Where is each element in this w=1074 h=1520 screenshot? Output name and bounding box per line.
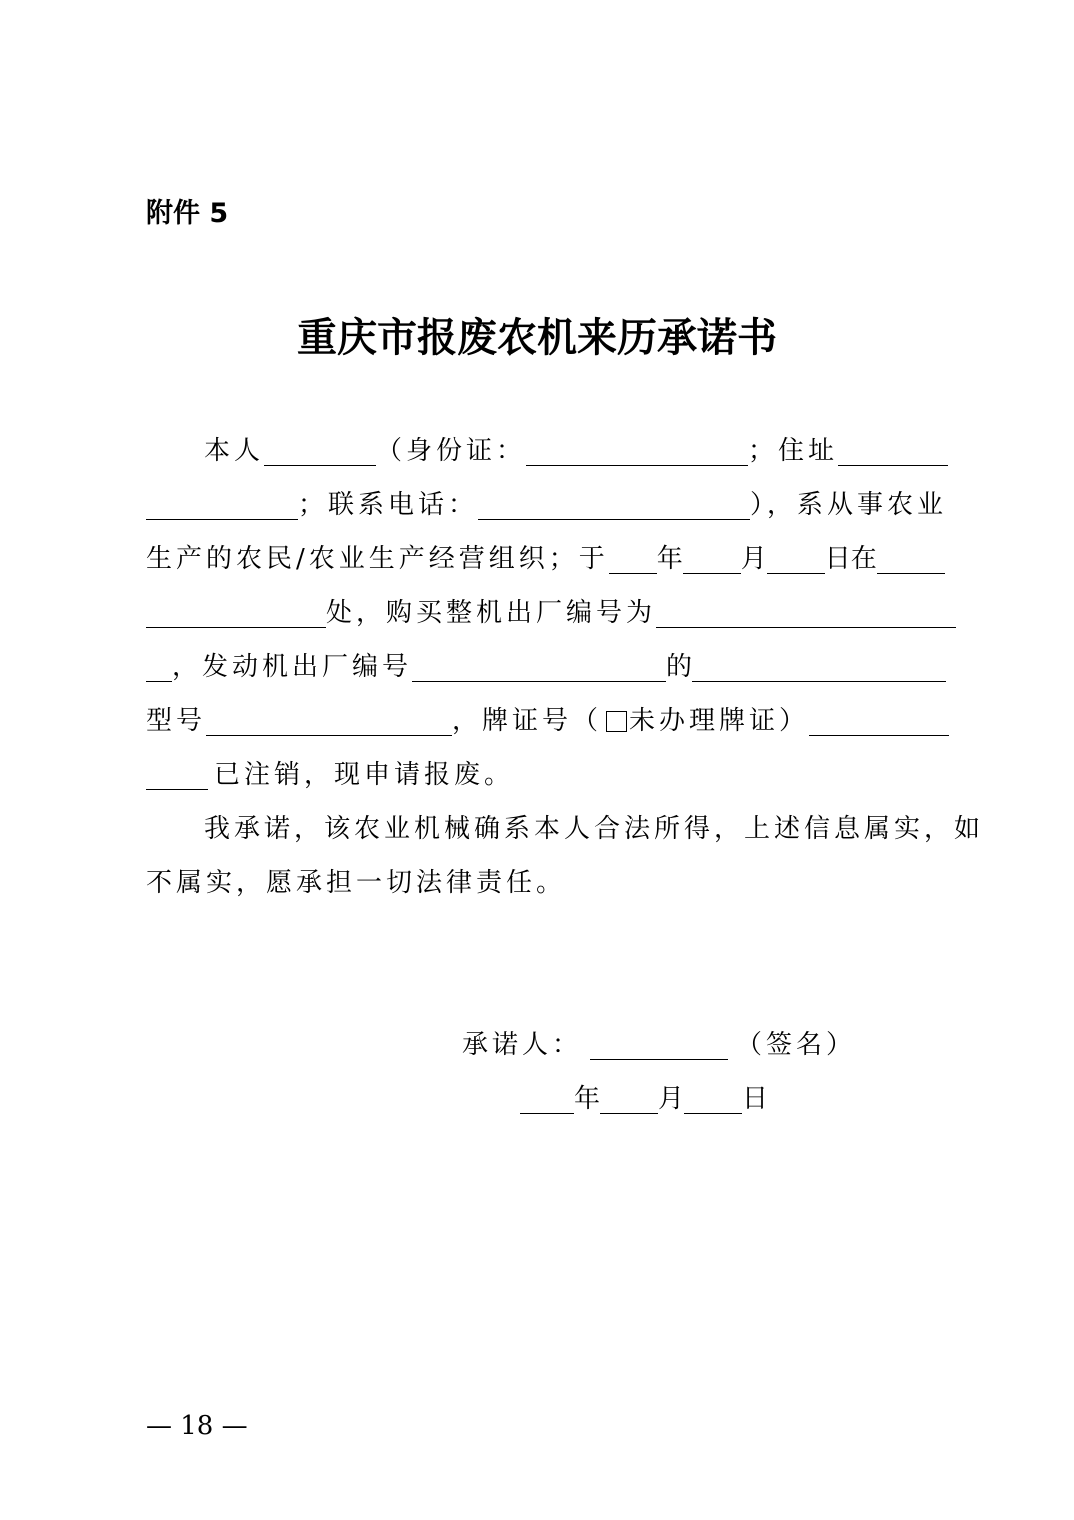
promisor-label: 承诺人：	[462, 1030, 583, 1060]
sign-day-blank[interactable]	[684, 1085, 742, 1114]
machine-serial-blank-cont[interactable]	[146, 653, 172, 682]
para1-line7	[146, 748, 941, 802]
plate-number-label: ，牌证号（	[452, 706, 603, 736]
id-card-label: （身份证：	[376, 436, 527, 466]
plate-number-blank[interactable]	[809, 707, 949, 736]
page-number: — 18 —	[146, 1411, 248, 1441]
para2-line1	[146, 802, 985, 856]
promise-text: 我承诺，该农业机械确系本人合法所得，上述信息属实，如	[204, 814, 985, 844]
purchase-day-blank[interactable]	[767, 545, 825, 574]
no-plate-checkbox[interactable]	[606, 711, 627, 732]
sign-year-label: 年	[574, 1084, 601, 1114]
no-plate-option	[602, 694, 809, 748]
attachment-label: 附件 5	[146, 198, 229, 229]
para1-line4	[146, 586, 941, 640]
para1-line3	[146, 532, 941, 586]
para1-line5	[146, 640, 941, 694]
date-line	[520, 1072, 768, 1126]
para2-line2	[146, 856, 941, 910]
address-blank-cont[interactable]	[146, 491, 298, 520]
plate-number-blank-cont[interactable]	[146, 761, 208, 790]
sign-day-label: 日	[742, 1084, 769, 1114]
signature-blank[interactable]	[590, 1031, 728, 1060]
occupation-text: ），系从事农业	[750, 490, 948, 520]
day-at-label: 日在	[824, 544, 877, 574]
machine-serial-blank[interactable]	[656, 599, 956, 628]
model-blank-cont[interactable]	[206, 707, 452, 736]
model-label: 型号	[146, 706, 207, 736]
phone-label: ；联系电话：	[298, 490, 479, 520]
document-title: 重庆市报废农机来历承诺书	[297, 314, 777, 361]
year-label: 年	[656, 544, 683, 574]
month-label: 月	[740, 544, 767, 574]
cancelled-text: 已注销，现申请报废。	[214, 760, 515, 790]
sign-year-blank[interactable]	[520, 1085, 574, 1114]
engine-serial-blank[interactable]	[412, 653, 666, 682]
id-card-blank[interactable]	[526, 437, 748, 466]
liability-text: 不属实，愿承担一切法律责任。	[146, 868, 567, 898]
purchase-month-blank[interactable]	[683, 545, 741, 574]
purchase-year-blank[interactable]	[609, 545, 657, 574]
sign-month-blank[interactable]	[600, 1085, 658, 1114]
phone-blank[interactable]	[478, 491, 750, 520]
signature-line	[462, 1018, 856, 1072]
purchase-place-blank-cont[interactable]	[146, 599, 326, 628]
machine-serial-label: 处，购买整机出厂编号为	[326, 598, 657, 628]
para1-line2	[146, 478, 948, 532]
self-label: 本人	[204, 436, 265, 466]
of-label: 的	[666, 652, 693, 682]
name-blank[interactable]	[264, 437, 376, 466]
purchase-place-blank[interactable]	[877, 545, 945, 574]
address-label: ；住址	[748, 436, 839, 466]
para1-line6	[146, 694, 941, 748]
engine-serial-label: ，发动机出厂编号	[172, 652, 413, 682]
address-blank[interactable]	[838, 437, 948, 466]
model-blank[interactable]	[692, 653, 946, 682]
no-plate-text: 未办理牌证）	[629, 706, 810, 736]
para1-line1	[146, 424, 941, 478]
signature-suffix: （签名）	[736, 1030, 857, 1060]
farmer-text: 生产的农民/农业生产经营组织；于	[146, 544, 609, 574]
sign-month-label: 月	[658, 1084, 685, 1114]
